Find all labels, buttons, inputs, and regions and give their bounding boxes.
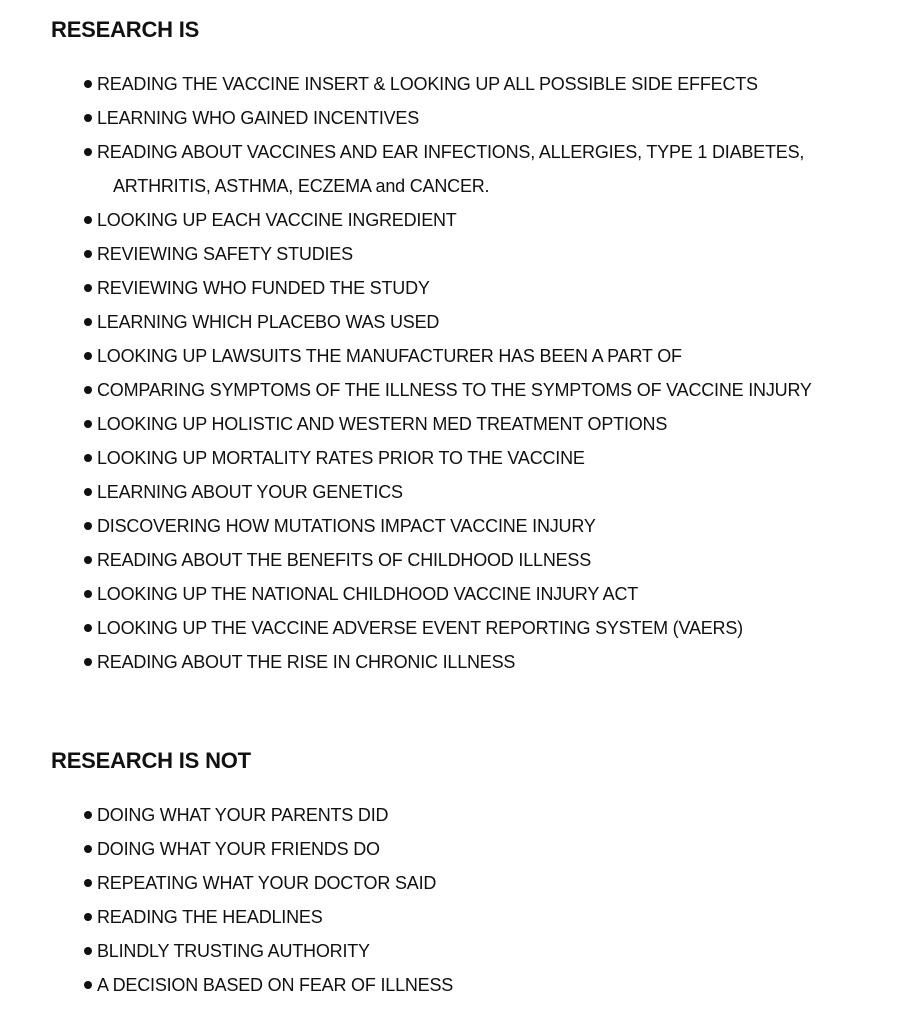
list-item: LOOKING UP EACH VACCINE INGREDIENT [84, 203, 874, 237]
section-heading-research-is: RESEARCH IS [51, 17, 200, 42]
bullet-icon [84, 590, 92, 598]
bullet-icon [84, 658, 92, 666]
list-item: READING ABOUT THE BENEFITS OF CHILDHOOD ILLNESS [84, 543, 874, 577]
list-item: LOOKING UP MORTALITY RATES PRIOR TO THE VACCINE [84, 441, 874, 475]
bullet-icon [84, 624, 92, 632]
list-item: REVIEWING WHO FUNDED THE STUDY [84, 271, 874, 305]
list-item: REPEATING WHAT YOUR DOCTOR SAID [84, 866, 874, 900]
bullet-icon [84, 879, 92, 887]
bullet-icon [84, 454, 92, 462]
bullet-icon [84, 556, 92, 564]
list-item: READING THE HEADLINES [84, 900, 874, 934]
list-item: DISCOVERING HOW MUTATIONS IMPACT VACCINE INJURY [84, 509, 874, 543]
list-item-continuation: ARTHRITIS, ASTHMA, ECZEMA and CANCER. [113, 176, 490, 196]
bullet-icon [84, 318, 92, 326]
bullet-icon [84, 913, 92, 921]
list-item: LEARNING ABOUT YOUR GENETICS [84, 475, 874, 509]
bullet-icon [84, 148, 92, 156]
list-item: LEARNING WHO GAINED INCENTIVES [84, 101, 874, 135]
bullet-icon [84, 216, 92, 224]
list-item: COMPARING SYMPTOMS OF THE ILLNESS TO THE SYMPTOMS OF VACCINE INJURY [84, 373, 874, 407]
bullet-icon [84, 488, 92, 496]
list-item: READING THE VACCINE INSERT & LOOKING UP ALL POSSIBLE SIDE EFFECTS [84, 67, 874, 101]
research-is-not-list [84, 798, 874, 1002]
bullet-icon [84, 811, 92, 819]
list-item: A DECISION BASED ON FEAR OF ILLNESS [84, 968, 874, 1002]
list-item: READING ABOUT VACCINES AND EAR INFECTIONS, ALLERGIES, TYPE 1 DIABETES, ARTHRITIS, ASTHMA, ECZEMA and CANCER. [84, 135, 874, 203]
list-item: DOING WHAT YOUR PARENTS DID [84, 798, 874, 832]
bullet-icon [84, 420, 92, 428]
bullet-icon [84, 80, 92, 88]
list-item: LOOKING UP HOLISTIC AND WESTERN MED TREATMENT OPTIONS [84, 407, 874, 441]
bullet-icon [84, 522, 92, 530]
list-item: LOOKING UP THE VACCINE ADVERSE EVENT REPORTING SYSTEM (VAERS) [84, 611, 874, 645]
bullet-icon [84, 845, 92, 853]
research-is-list [84, 67, 874, 679]
bullet-icon [84, 284, 92, 292]
bullet-icon [84, 386, 92, 394]
bullet-icon [84, 947, 92, 955]
bullet-icon [84, 114, 92, 122]
bullet-icon [84, 250, 92, 258]
bullet-icon [84, 352, 92, 360]
list-item: LOOKING UP THE NATIONAL CHILDHOOD VACCINE INJURY ACT [84, 577, 874, 611]
bullet-icon [84, 981, 92, 989]
section-heading-research-is-not: RESEARCH IS NOT [51, 748, 251, 773]
list-item: BLINDLY TRUSTING AUTHORITY [84, 934, 874, 968]
list-item: DOING WHAT YOUR FRIENDS DO [84, 832, 874, 866]
list-item: READING ABOUT THE RISE IN CHRONIC ILLNESS [84, 645, 874, 679]
list-item: LOOKING UP LAWSUITS THE MANUFACTURER HAS BEEN A PART OF [84, 339, 874, 373]
list-item: REVIEWING SAFETY STUDIES [84, 237, 874, 271]
list-item: LEARNING WHICH PLACEBO WAS USED [84, 305, 874, 339]
